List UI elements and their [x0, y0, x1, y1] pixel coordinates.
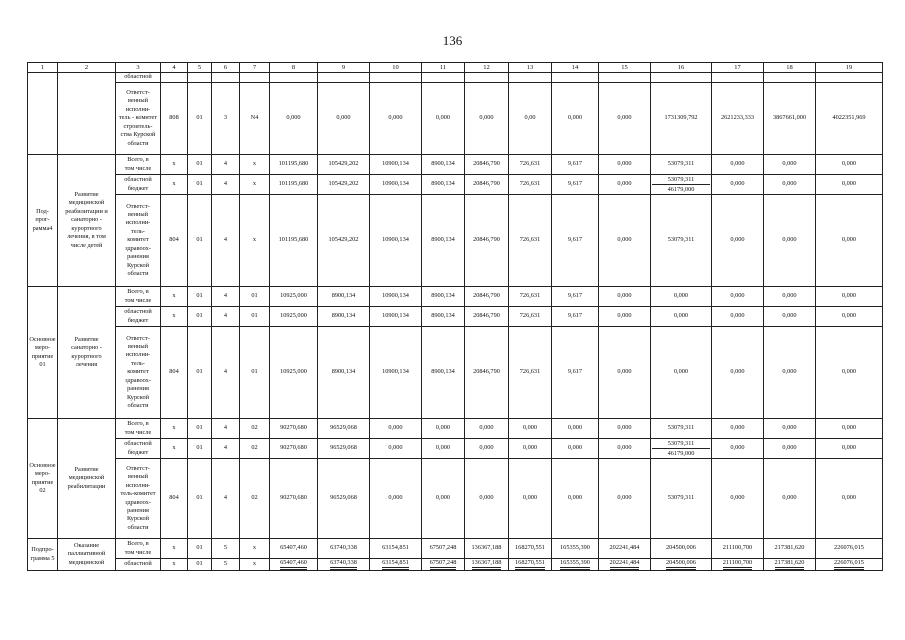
column-header: 6	[212, 63, 240, 73]
column-header: 13	[509, 63, 552, 73]
table-cell: 20846,790	[465, 307, 509, 327]
table-row	[28, 287, 883, 307]
table-cell: 4	[212, 287, 240, 307]
table-cell: 8900,134	[422, 287, 465, 307]
table-cell: 0,000	[764, 439, 816, 459]
table-cell: 0,000	[370, 419, 422, 439]
table-cell: 0,000	[599, 307, 651, 327]
table-cell: 01	[188, 419, 212, 439]
row-label: областной бюджет	[116, 439, 161, 459]
table-cell: 204500,006	[651, 559, 712, 571]
table-cell: 5	[212, 559, 240, 571]
table-cell: 10900,134	[370, 155, 422, 175]
column-header: 2	[58, 63, 116, 73]
table-cell: 804	[161, 459, 188, 539]
column-header: 19	[816, 63, 883, 73]
table-cell: 726,631	[509, 327, 552, 419]
table-cell: 101195,680	[270, 155, 318, 175]
row-label: Ответст- венный исполни- тель- комитет здравоох- ранения Курской области	[116, 327, 161, 419]
row-label: областной	[116, 559, 161, 571]
table-cell: 01	[188, 459, 212, 539]
table-cell: 0,000	[816, 327, 883, 419]
row-label: Всего, в том числе	[116, 287, 161, 307]
row-label: Всего, в том числе	[116, 419, 161, 439]
table-cell: 168270,551	[509, 539, 552, 559]
budget-table	[27, 62, 883, 571]
table-cell: 217381,620	[764, 559, 816, 571]
table-cell: 63740,338	[318, 559, 370, 571]
table-cell: 90270,680	[270, 459, 318, 539]
table-cell: 211100,700	[712, 539, 764, 559]
table-cell: 0,000	[651, 327, 712, 419]
table-cell: 217381,620	[764, 539, 816, 559]
table-cell: 01	[188, 327, 212, 419]
empty-cell	[651, 73, 712, 83]
table-cell: 0,000	[422, 83, 465, 155]
table-row	[28, 73, 883, 83]
row-label: Ответст- венный исполни- тель - комитет строитель- ства Курской области	[116, 83, 161, 155]
row-label: Ответст- венный исполни- тель-комитет здравоох- ранения Курской области	[116, 459, 161, 539]
table-cell: 0,000	[509, 459, 552, 539]
table-cell: 01	[240, 287, 270, 307]
column-header: 8	[270, 63, 318, 73]
table-cell: 9,617	[552, 155, 599, 175]
table-cell: x	[161, 419, 188, 439]
table-cell: 3	[212, 83, 240, 155]
table-cell: 90270,680	[270, 439, 318, 459]
table-cell: 4022351,969	[816, 83, 883, 155]
table-cell: 0,000	[764, 175, 816, 195]
table-cell: 0,000	[816, 459, 883, 539]
table-cell: 0,000	[509, 419, 552, 439]
table-cell	[651, 175, 712, 195]
table-cell: 0,000	[552, 83, 599, 155]
table-cell: 9,617	[552, 175, 599, 195]
table-cell: 211100,700	[712, 559, 764, 571]
table-cell: 0,000	[599, 419, 651, 439]
table-cell: 168270,551	[509, 559, 552, 571]
table-cell: x	[240, 175, 270, 195]
table-cell: 0,000	[465, 83, 509, 155]
row-label: Всего, в том числе	[116, 155, 161, 175]
table-cell: x	[240, 195, 270, 287]
table-cell: 726,631	[509, 287, 552, 307]
table-cell	[651, 439, 712, 459]
table-cell: 02	[240, 419, 270, 439]
table-row	[28, 175, 883, 195]
table-cell: 0,000	[712, 195, 764, 287]
program-title: Развитие медицинской реабилитации и санаторно - курортного лечения, в том числе детей	[58, 155, 116, 287]
table-cell: 0,000	[599, 195, 651, 287]
table-cell: 0,000	[816, 175, 883, 195]
table-cell: 01	[188, 439, 212, 459]
table-cell: 01	[240, 327, 270, 419]
table-cell: 65407,460	[270, 539, 318, 559]
table-cell: 101195,680	[270, 195, 318, 287]
table-cell: 01	[188, 83, 212, 155]
table-cell: 0,000	[318, 83, 370, 155]
column-header: 16	[651, 63, 712, 73]
table-cell: 0,000	[552, 419, 599, 439]
row-label: Ответст- венный исполни- тель- комитет здравоох- ранения Курской области	[116, 195, 161, 287]
table-cell: 0,000	[370, 83, 422, 155]
table-cell: 0,000	[465, 419, 509, 439]
table-cell: 4	[212, 459, 240, 539]
table-cell: 0,000	[712, 287, 764, 307]
column-header: 10	[370, 63, 422, 73]
table-cell: 0,000	[599, 287, 651, 307]
table-cell: 96529,068	[318, 419, 370, 439]
column-header: 12	[465, 63, 509, 73]
empty-cell	[318, 73, 370, 83]
page-number: 136	[442, 33, 463, 48]
table-cell: 02	[240, 439, 270, 459]
column-header: 15	[599, 63, 651, 73]
table-row	[28, 195, 883, 287]
table-cell: 10925,000	[270, 307, 318, 327]
empty-cell	[161, 73, 188, 83]
table-cell: 20846,790	[465, 327, 509, 419]
table-row	[28, 327, 883, 419]
table-cell: 4	[212, 155, 240, 175]
table-cell: 0,000	[509, 439, 552, 459]
table-cell: 0,000	[816, 439, 883, 459]
column-header: 9	[318, 63, 370, 73]
table-cell: 8900,134	[422, 327, 465, 419]
table-cell: 4	[212, 419, 240, 439]
program-label: Под- прог- рамма4	[28, 155, 58, 287]
program-label: Основное меро- приятие 01	[28, 287, 58, 419]
program-title: Развитие медицинской реабилитации	[58, 419, 116, 539]
empty-cell	[188, 73, 212, 83]
table-cell: 0,000	[764, 419, 816, 439]
table-cell: 105429,202	[318, 155, 370, 175]
table-cell: 804	[161, 195, 188, 287]
table-cell: 0,000	[465, 439, 509, 459]
table-cell: x	[161, 539, 188, 559]
table-cell: 9,617	[552, 195, 599, 287]
program-label: Основное меро- приятие 02	[28, 419, 58, 539]
table-cell: 726,631	[509, 155, 552, 175]
table-cell: 0,000	[370, 459, 422, 539]
table-cell: 0,000	[712, 175, 764, 195]
table-cell: 53079,311	[651, 419, 712, 439]
column-header: 11	[422, 63, 465, 73]
table-cell: x	[161, 559, 188, 571]
table-cell: 20846,790	[465, 195, 509, 287]
table-cell: 136367,188	[465, 559, 509, 571]
table-cell: 8900,134	[422, 175, 465, 195]
table-cell: 0,00	[509, 83, 552, 155]
table-cell: 8900,134	[318, 307, 370, 327]
table-cell: x	[161, 307, 188, 327]
table-cell: 202241,484	[599, 559, 651, 571]
table-cell: 0,000	[599, 175, 651, 195]
table-cell: 0,000	[764, 307, 816, 327]
row-label: Всего, в том числе	[116, 539, 161, 559]
table-row	[28, 439, 883, 459]
table-cell: 67507,248	[422, 539, 465, 559]
cell-value: 46179,000	[667, 450, 695, 457]
column-header: 14	[552, 63, 599, 73]
cell-value: 46179,000	[667, 186, 695, 193]
table-cell: x	[240, 539, 270, 559]
empty-cell	[212, 73, 240, 83]
column-header: 18	[764, 63, 816, 73]
table-cell: 63740,338	[318, 539, 370, 559]
table-row	[28, 539, 883, 559]
table-cell: 0,000	[270, 83, 318, 155]
table-cell: 9,617	[552, 327, 599, 419]
table-cell: 67507,248	[422, 559, 465, 571]
table-cell: 0,000	[764, 459, 816, 539]
table-cell: 0,000	[370, 439, 422, 459]
empty-cell	[599, 73, 651, 83]
table-cell: 01	[188, 175, 212, 195]
table-cell: 0,000	[422, 439, 465, 459]
table-cell: 101195,680	[270, 175, 318, 195]
table-cell: 10900,134	[370, 287, 422, 307]
column-header: 5	[188, 63, 212, 73]
table-cell: 3867661,000	[764, 83, 816, 155]
table-cell: x	[161, 175, 188, 195]
empty-cell	[712, 73, 764, 83]
table-cell: 0,000	[422, 419, 465, 439]
table-cell: x	[161, 155, 188, 175]
table-cell: 226076,015	[816, 559, 883, 571]
empty-cell	[764, 73, 816, 83]
table-cell: 20846,790	[465, 175, 509, 195]
table-cell: 10925,000	[270, 287, 318, 307]
table-cell: 96529,068	[318, 439, 370, 459]
table-cell: 0,000	[712, 459, 764, 539]
table-cell: 808	[161, 83, 188, 155]
table-cell: 165355,390	[552, 539, 599, 559]
table-cell: 4	[212, 195, 240, 287]
table-cell: 8900,134	[422, 195, 465, 287]
table-row	[28, 83, 883, 155]
table-cell: 8900,134	[422, 155, 465, 175]
empty-cell	[422, 73, 465, 83]
table-cell: 2621233,333	[712, 83, 764, 155]
table-cell: 0,000	[712, 307, 764, 327]
table-cell: 9,617	[552, 307, 599, 327]
table-cell: 0,000	[651, 307, 712, 327]
table-cell: 65407,460	[270, 559, 318, 571]
table-cell: 96529,068	[318, 459, 370, 539]
table-cell: 0,000	[599, 327, 651, 419]
table-cell: 0,000	[599, 459, 651, 539]
empty-cell	[270, 73, 318, 83]
row-label: областной бюджет	[116, 307, 161, 327]
table-cell: 0,000	[816, 419, 883, 439]
program-label: Подпро- грамма 5	[28, 539, 58, 571]
column-header: 3	[116, 63, 161, 73]
table-row	[28, 307, 883, 327]
table-cell: 20846,790	[465, 287, 509, 307]
empty-cell	[509, 73, 552, 83]
table-cell: 01	[188, 155, 212, 175]
table-cell: 726,631	[509, 195, 552, 287]
table-cell: 01	[188, 307, 212, 327]
table-cell: 0,000	[599, 83, 651, 155]
table-cell: 0,000	[816, 155, 883, 175]
table-cell: 8900,134	[318, 287, 370, 307]
table-cell: 4	[212, 307, 240, 327]
table-cell: 226076,015	[816, 539, 883, 559]
table-cell: 0,000	[764, 327, 816, 419]
empty-cell	[465, 73, 509, 83]
column-header: 1	[28, 63, 58, 73]
table-cell: 01	[188, 539, 212, 559]
column-header: 4	[161, 63, 188, 73]
table-cell: 5	[212, 539, 240, 559]
table-row	[28, 559, 883, 571]
table-cell: 0,000	[712, 419, 764, 439]
empty-cell	[552, 73, 599, 83]
table-cell: 4	[212, 175, 240, 195]
table-cell: 0,000	[764, 287, 816, 307]
table-cell: 10900,134	[370, 307, 422, 327]
table-cell: 0,000	[764, 195, 816, 287]
table-cell: 10900,134	[370, 175, 422, 195]
row-label: областной	[116, 73, 161, 83]
table-cell: 8900,134	[422, 307, 465, 327]
table-cell: x	[161, 287, 188, 307]
table-cell: 726,631	[509, 307, 552, 327]
program-title: Оказание паллиативной медицинской	[58, 539, 116, 571]
table-cell: 53079,311	[651, 459, 712, 539]
empty-cell	[58, 73, 116, 155]
table-cell: 0,000	[764, 155, 816, 175]
table-cell: x	[240, 559, 270, 571]
table-cell: 0,000	[816, 287, 883, 307]
table-cell: 0,000	[651, 287, 712, 307]
cell-value: 53079,311	[652, 175, 710, 185]
table-cell: 53079,311	[651, 155, 712, 175]
table-cell: 0,000	[599, 439, 651, 459]
table-cell: 0,000	[552, 439, 599, 459]
table-cell: 804	[161, 327, 188, 419]
table-cell: 9,617	[552, 287, 599, 307]
row-label: областной бюджет	[116, 175, 161, 195]
table-cell: 20846,790	[465, 155, 509, 175]
table-cell: 105429,202	[318, 195, 370, 287]
cell-value: 53079,311	[652, 439, 710, 449]
table-cell: 0,000	[599, 155, 651, 175]
column-header: 7	[240, 63, 270, 73]
table-cell: 0,000	[712, 439, 764, 459]
table-cell: 10900,134	[370, 195, 422, 287]
table-cell: 204500,006	[651, 539, 712, 559]
table-cell: 01	[188, 195, 212, 287]
column-header: 17	[712, 63, 764, 73]
table-cell: 202241,484	[599, 539, 651, 559]
table-row	[28, 155, 883, 175]
table-cell: 63154,851	[370, 559, 422, 571]
table-cell: 01	[188, 287, 212, 307]
table-cell: 01	[188, 559, 212, 571]
table-cell: 10925,000	[270, 327, 318, 419]
table-cell: 105429,202	[318, 175, 370, 195]
empty-cell	[240, 73, 270, 83]
table-cell: 726,631	[509, 175, 552, 195]
table-cell: 02	[240, 459, 270, 539]
table-cell: 90270,680	[270, 419, 318, 439]
table-cell: 165355,390	[552, 559, 599, 571]
empty-cell	[370, 73, 422, 83]
table-cell: 4	[212, 327, 240, 419]
table-cell: 4	[212, 439, 240, 459]
table-cell: 0,000	[422, 459, 465, 539]
table-cell: 8900,134	[318, 327, 370, 419]
table-cell: 0,000	[816, 195, 883, 287]
table-cell: 0,000	[816, 307, 883, 327]
program-title: Развитие санаторно - курортного лечения	[58, 287, 116, 419]
empty-cell	[28, 73, 58, 155]
table-cell: 01	[240, 307, 270, 327]
table-row	[28, 459, 883, 539]
table-cell: 0,000	[712, 155, 764, 175]
table-cell: x	[240, 155, 270, 175]
table-cell: 53079,311	[651, 195, 712, 287]
table-cell: 0,000	[552, 459, 599, 539]
table-cell: 10900,134	[370, 327, 422, 419]
table-cell: x	[161, 439, 188, 459]
table-cell: N4	[240, 83, 270, 155]
empty-cell	[816, 73, 883, 83]
table-row	[28, 419, 883, 439]
table-cell: 0,000	[465, 459, 509, 539]
table-cell: 63154,851	[370, 539, 422, 559]
table-cell: 1731309,792	[651, 83, 712, 155]
column-number-row	[28, 63, 883, 73]
table-cell: 136367,188	[465, 539, 509, 559]
table-cell: 0,000	[712, 327, 764, 419]
